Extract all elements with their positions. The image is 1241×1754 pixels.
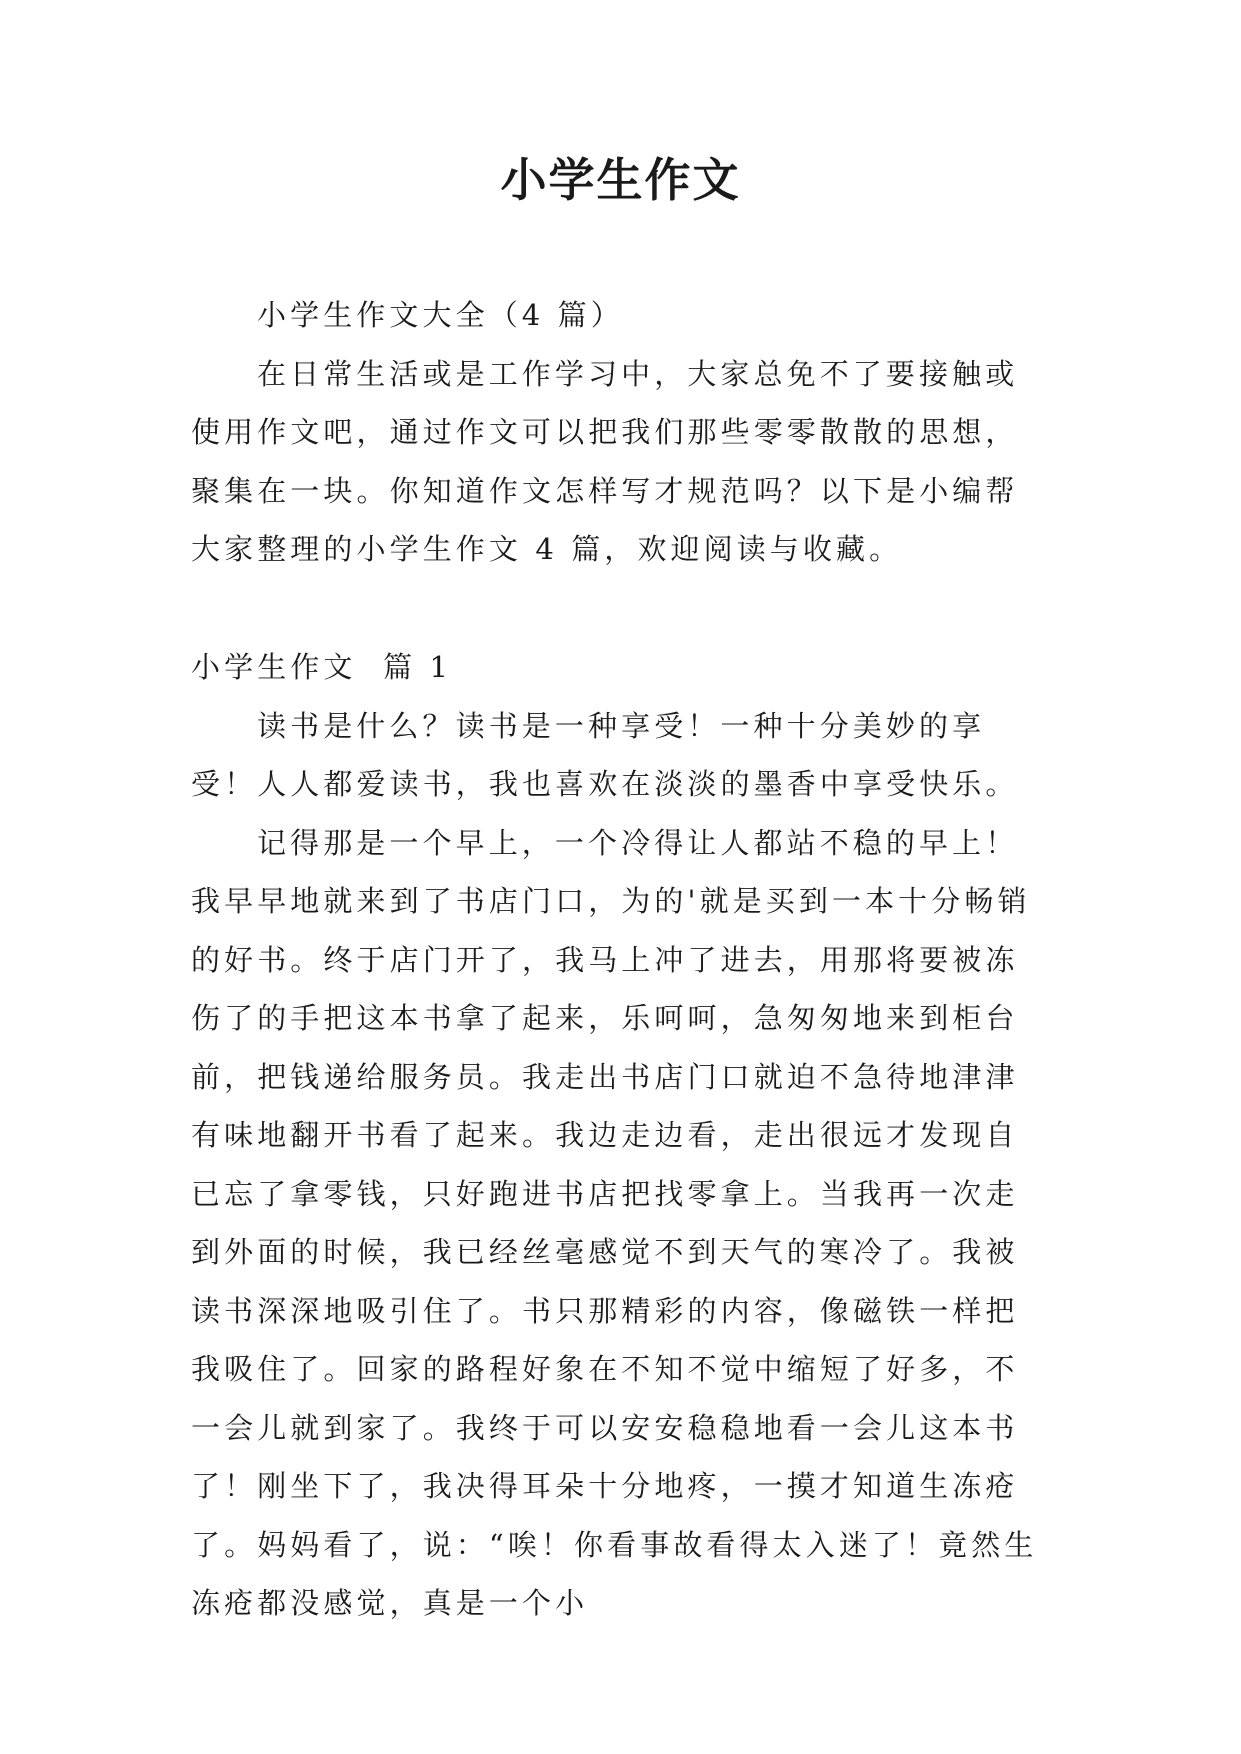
intro-paragraph: 在日常生活或是工作学习中，大家总免不了要接触或使用作文吧，通过作文可以把我们那些零零散散的思想，聚集在一块。你知道作文怎样写才规范吗？以下是小编帮大家整理的小学生作文 4 篇，欢迎阅读与收藏。 bbox=[191, 356, 1019, 566]
section-1 bbox=[191, 638, 1051, 1633]
section-1-paragraph-2: 记得那是一个早上，一个冷得让人都站不稳的早上！我早早地就来到了书店门口，为的'就是买到一本十分畅销的好书。终于店门开了，我马上冲了进去，用那将要被冻伤了的手把这本书拿了起来，乐呵呵，急匆匆地来到柜台前，把钱递给服务员。我走出书店门口就迫不急待地津津有味地翻开书看了起来。我边走边看，走出很远才发现自已忘了拿零钱，只好跑进书店把找零拿上。当我再一次走到外面的时候，我已经丝毫感觉不到天气的寒冷了。我被读书深深地吸引住了。书只那精彩的内容，像磁铁一样把我吸住了。回家的路程好象在不知不觉中缩短了好多，不一会儿就到家了。我终于可以安安稳稳地看一会儿这本书了！刚坐下了，我决得耳朵十分地疼，一摸才知道生冻疮了。妈妈看了，说：“唉！你看事故看得太入迷了！竟然生冻疮都没感觉，真是一个小 bbox=[191, 825, 1038, 1620]
section-1-paragraph-1: 读书是什么？读书是一种享受！一种十分美妙的享受！人人都爱读书，我也喜欢在淡淡的墨香中享受快乐。 bbox=[191, 708, 1019, 801]
intro-subtitle: 小学生作文大全（4 篇） bbox=[257, 298, 624, 332]
document-title: 小学生作文 bbox=[500, 153, 741, 207]
intro-block bbox=[191, 286, 1051, 579]
section-1-heading: 小学生作文 篇 1 bbox=[191, 650, 453, 684]
